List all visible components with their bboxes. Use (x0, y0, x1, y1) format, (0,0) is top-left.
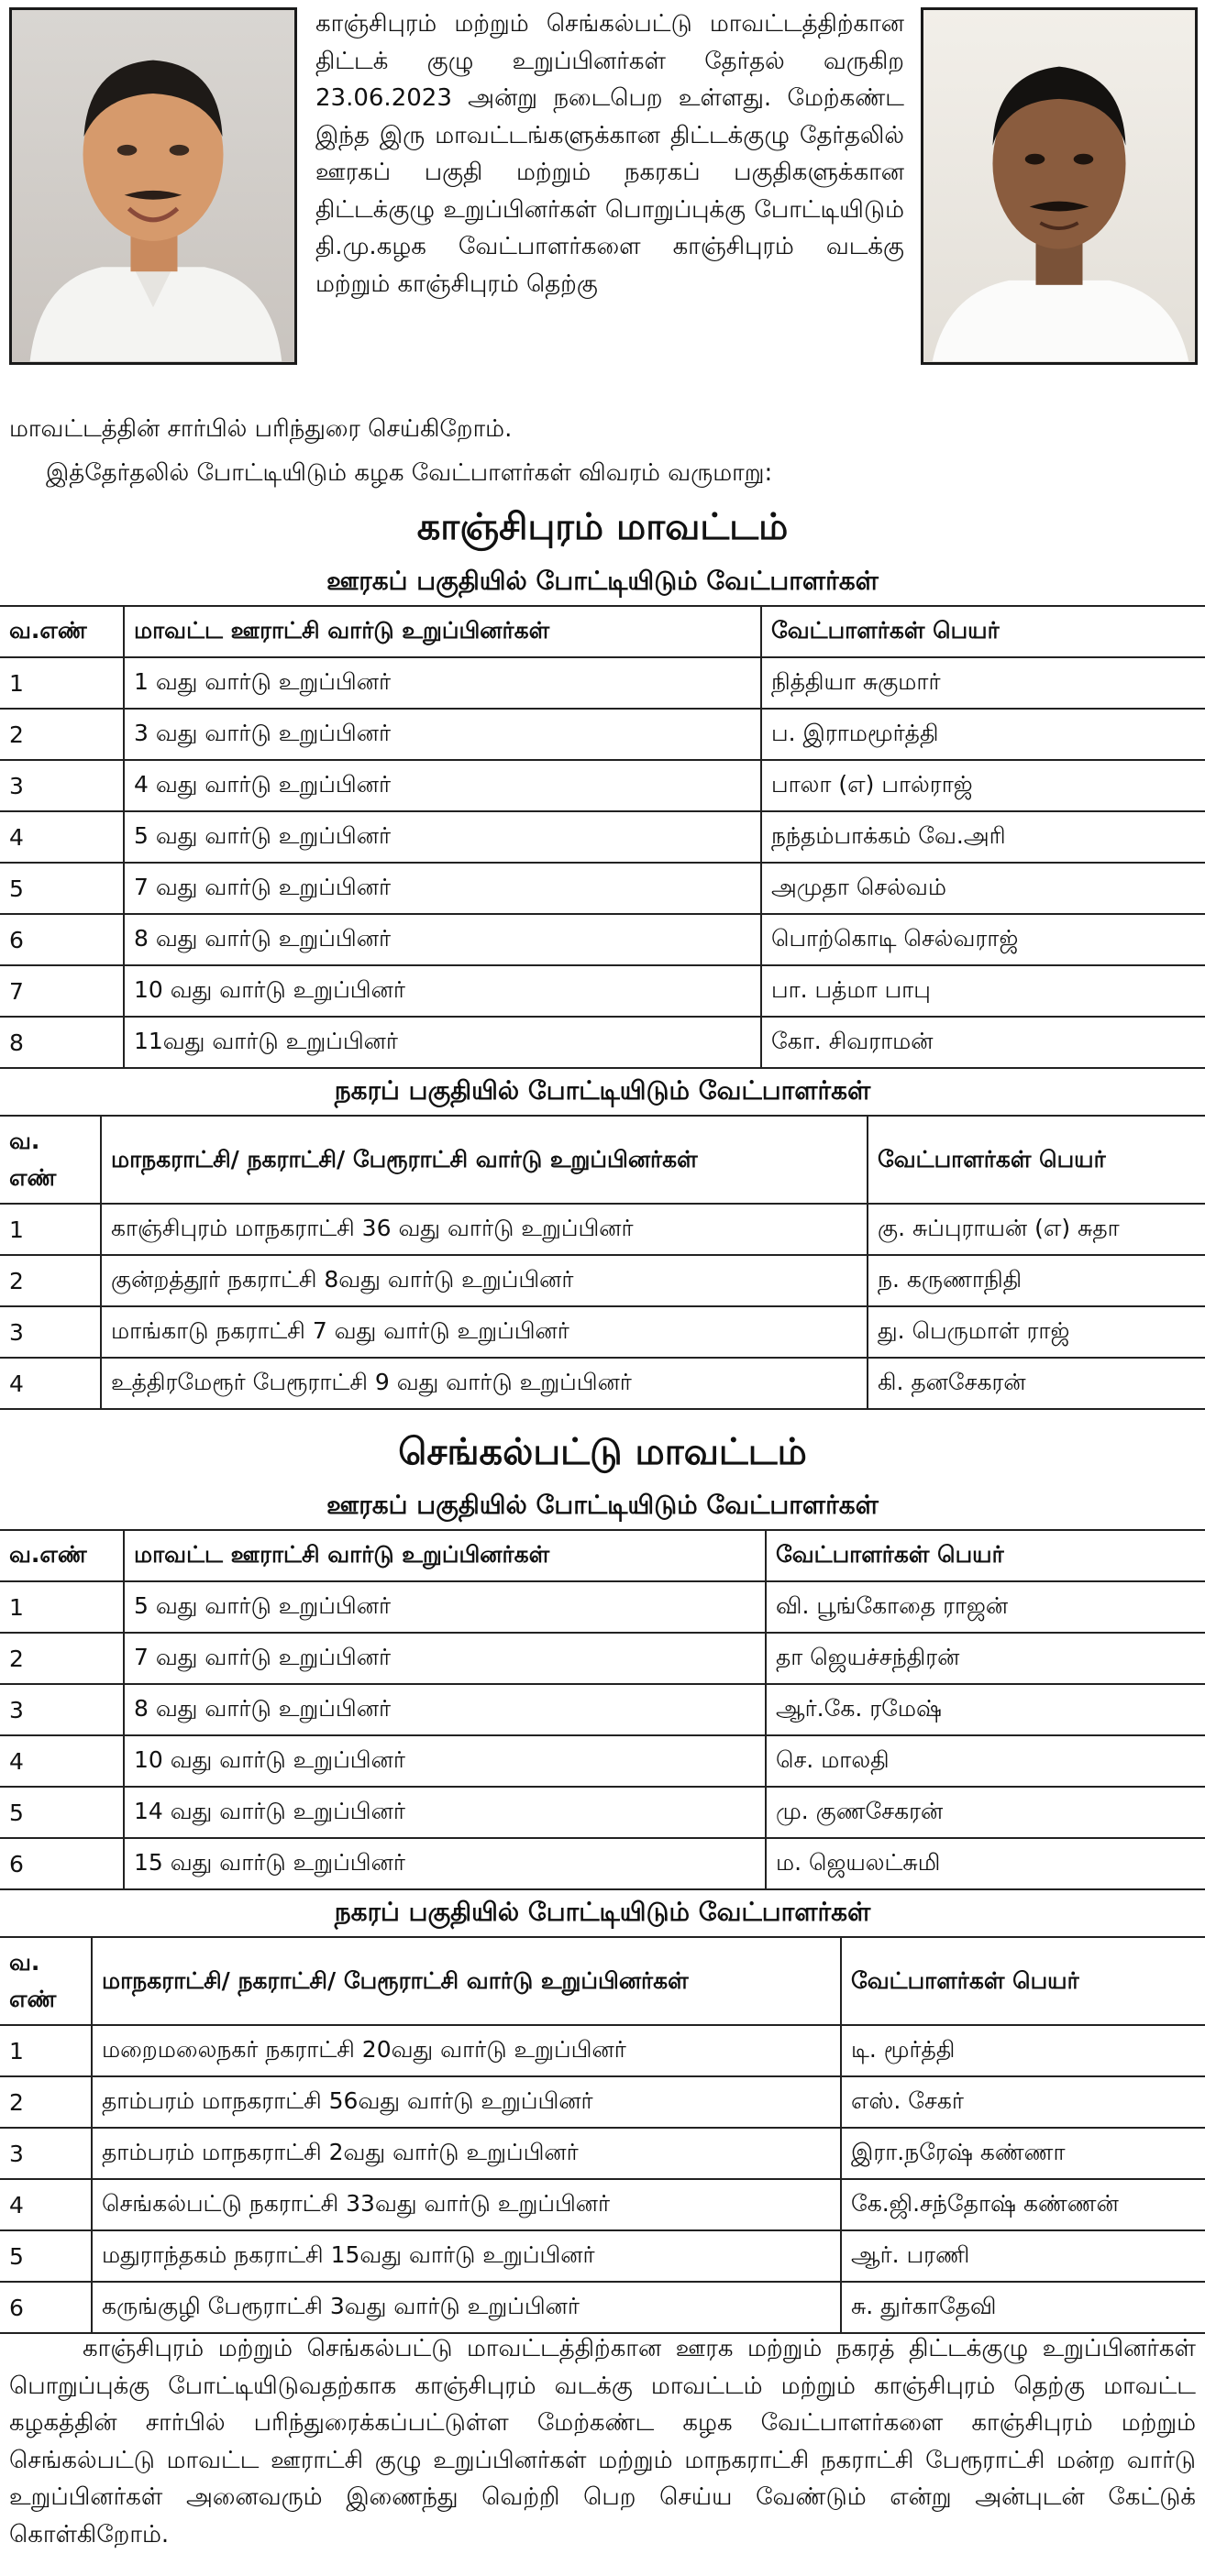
cell-serial: 6 (0, 914, 124, 965)
cell-ward: 5 வது வார்டு உறுப்பினர் (124, 811, 761, 863)
cell-serial: 4 (0, 1358, 101, 1409)
col-header-serial: வ.எண் (0, 1530, 124, 1581)
cell-ward: மாங்காடு நகராட்சி 7 வது வார்டு உறுப்பினர் (101, 1306, 868, 1358)
cell-candidate: தா ஜெயச்சந்திரன் (766, 1633, 1205, 1684)
cell-ward: 10 வது வார்டு உறுப்பினர் (124, 965, 761, 1017)
cell-ward: 7 வது வார்டு உறுப்பினர் (124, 863, 761, 914)
table-row (0, 1306, 1205, 1358)
cell-candidate: ப. இராமமூர்த்தி (761, 709, 1205, 760)
col-header-ward: மாவட்ட ஊராட்சி வார்டு உறுப்பினர்கள் (124, 1530, 766, 1581)
cell-serial: 1 (0, 657, 124, 709)
cell-serial: 3 (0, 1684, 124, 1735)
col-header-candidate: வேட்பாளர்கள் பெயர் (841, 1937, 1205, 2025)
cell-serial: 8 (0, 1017, 124, 1068)
cell-candidate: கே.ஜி.சந்தோஷ் கண்ணன் (841, 2179, 1205, 2230)
leader-photo-right (921, 7, 1198, 365)
cell-candidate: சு. துர்காதேவி (841, 2282, 1205, 2333)
table-row (0, 1358, 1205, 1409)
cell-ward: காஞ்சிபுரம் மாநகராட்சி 36 வது வார்டு உறுப்பினர் (101, 1204, 868, 1255)
cell-ward: 1 வது வார்டு உறுப்பினர் (124, 657, 761, 709)
table-row (0, 1838, 1205, 1889)
cell-serial: 4 (0, 2179, 92, 2230)
cell-candidate: கோ. சிவராமன் (761, 1017, 1205, 1068)
table-row (0, 2025, 1205, 2076)
section-heading-kanchipuram-rural: ஊரகப் பகுதியில் போட்டியிடும் வேட்பாளர்கள் (326, 566, 879, 596)
cell-candidate: கி. தனசேகரன் (868, 1358, 1205, 1409)
cell-serial: 2 (0, 709, 124, 760)
cell-candidate: எஸ். சேகர் (841, 2076, 1205, 2128)
cell-serial: 2 (0, 1633, 124, 1684)
table-row (0, 2076, 1205, 2128)
cell-candidate: ஆர்.கே. ரமேஷ் (766, 1684, 1205, 1735)
cell-candidate: வி. பூங்கோதை ராஜன் (766, 1581, 1205, 1633)
cell-ward: 14 வது வார்டு உறுப்பினர் (124, 1787, 766, 1838)
table-row (0, 760, 1205, 811)
cell-ward: 3 வது வார்டு உறுப்பினர் (124, 709, 761, 760)
cell-serial: 5 (0, 1787, 124, 1838)
cell-ward: 7 வது வார்டு உறுப்பினர் (124, 1633, 766, 1684)
section-heading-kanchipuram-urban: நகரப் பகுதியில் போட்டியிடும் வேட்பாளர்கள் (334, 1075, 871, 1106)
cell-candidate: மு. குணசேகரன் (766, 1787, 1205, 1838)
cell-ward: 10 வது வார்டு உறுப்பினர் (124, 1735, 766, 1787)
table-row (0, 657, 1205, 709)
cell-candidate: செ. மாலதி (766, 1735, 1205, 1787)
col-header-serial: வ. எண் (0, 1116, 101, 1204)
cell-candidate: நந்தம்பாக்கம் வே.அரி (761, 811, 1205, 863)
col-header-candidate: வேட்பாளர்கள் பெயர் (868, 1116, 1205, 1204)
cell-candidate: பா. பத்மா பாபு (761, 965, 1205, 1017)
intro-paragraph-continued: மாவட்டத்தின் சார்பில் பரிந்துரை செய்கிறோம். (9, 415, 513, 443)
cell-serial: 1 (0, 1204, 101, 1255)
section-heading-chengalpattu-rural: ஊரகப் பகுதியில் போட்டியிடும் வேட்பாளர்கள் (326, 1490, 879, 1520)
cell-candidate: பொற்கொடி செல்வராஜ் (761, 914, 1205, 965)
section-heading-chengalpattu-urban: நகரப் பகுதியில் போட்டியிடும் வேட்பாளர்கள் (334, 1897, 871, 1927)
district-title-chengalpattu: செங்கல்பட்டு மாவட்டம் (398, 1431, 807, 1473)
cell-serial: 2 (0, 2076, 92, 2128)
district-title-kanchipuram: காஞ்சிபுரம் மாவட்டம் (416, 506, 789, 548)
cell-ward: 8 வது வார்டு உறுப்பினர் (124, 914, 761, 965)
col-header-ward: மாநகராட்சி/ நகராட்சி/ பேரூராட்சி வார்டு உறுப்பினர்கள் (92, 1937, 841, 2025)
table-row (0, 1255, 1205, 1306)
cell-serial: 3 (0, 2128, 92, 2179)
cell-ward: 5 வது வார்டு உறுப்பினர் (124, 1581, 766, 1633)
table-kanchipuram-rural (0, 605, 1205, 1069)
table-header-row (0, 1116, 1205, 1204)
cell-serial: 6 (0, 1838, 124, 1889)
table-row (0, 1684, 1205, 1735)
table-chengalpattu-urban (0, 1936, 1205, 2334)
intro-lead-line: இத்தேர்தலில் போட்டியிடும் கழக வேட்பாளர்கள் விவரம் வருமாறு: (46, 459, 773, 487)
table-header-row (0, 1937, 1205, 2025)
table-chengalpattu-rural (0, 1529, 1205, 1890)
col-header-ward: மாநகராட்சி/ நகராட்சி/ பேரூராட்சி வார்டு உறுப்பினர்கள் (101, 1116, 868, 1204)
cell-serial: 6 (0, 2282, 92, 2333)
cell-candidate: இரா.நரேஷ் கண்ணா (841, 2128, 1205, 2179)
cell-ward: 8 வது வார்டு உறுப்பினர் (124, 1684, 766, 1735)
cell-ward: தாம்பரம் மாநகராட்சி 56வது வார்டு உறுப்பினர் (92, 2076, 841, 2128)
table-row (0, 1581, 1205, 1633)
table-row (0, 914, 1205, 965)
cell-candidate: பாலா (எ) பால்ராஜ் (761, 760, 1205, 811)
portrait-illustration-left (12, 10, 294, 362)
cell-serial: 3 (0, 760, 124, 811)
portrait-illustration-right (923, 10, 1195, 362)
cell-ward: கருங்குழி பேரூராட்சி 3வது வார்டு உறுப்பினர் (92, 2282, 841, 2333)
leader-photo-left (9, 7, 297, 365)
table-row (0, 1633, 1205, 1684)
col-header-serial: வ. எண் (0, 1937, 92, 2025)
table-row (0, 811, 1205, 863)
cell-serial: 1 (0, 1581, 124, 1633)
col-header-candidate: வேட்பாளர்கள் பெயர் (761, 606, 1205, 657)
intro-paragraph: காஞ்சிபுரம் மற்றும் செங்கல்பட்டு மாவட்டத்திற்கான திட்டக் குழு உறுப்பினர்கள் தேர்தல் வருகிற 23.06.2023 அன்று நடைபெற உள்ளது. மேற்கண்ட இந்த இரு மாவட்டங்களுக்கான திட்டக்குழு தேர்தலில் ஊரகப் பகுதி மற்றும் நகரகப் பகுதிகளுக்கான திட்டக்குழு உறுப்பினர்கள் பொறுப்புக்கு போட்டியிடும் தி.மு.கழக வேட்பாளர்களை காஞ்சிபுரம் வடக்கு மற்றும் காஞ்சிபுரம் தெற்கு (315, 10, 904, 298)
cell-ward: செங்கல்பட்டு நகராட்சி 33வது வார்டு உறுப்பினர் (92, 2179, 841, 2230)
table-row (0, 2128, 1205, 2179)
cell-ward: மதுராந்தகம் நகராட்சி 15வது வார்டு உறுப்பினர் (92, 2230, 841, 2282)
cell-serial: 2 (0, 1255, 101, 1306)
table-kanchipuram-urban (0, 1115, 1205, 1410)
cell-ward: 11வது வார்டு உறுப்பினர் (124, 1017, 761, 1068)
cell-candidate: து. பெருமாள் ராஜ் (868, 1306, 1205, 1358)
table-row (0, 2282, 1205, 2333)
cell-serial: 4 (0, 1735, 124, 1787)
table-row (0, 2179, 1205, 2230)
table-row (0, 709, 1205, 760)
cell-candidate: ம. ஜெயலட்சுமி (766, 1838, 1205, 1889)
cell-serial: 1 (0, 2025, 92, 2076)
table-row (0, 1787, 1205, 1838)
cell-serial: 7 (0, 965, 124, 1017)
table-header-row (0, 1530, 1205, 1581)
table-header-row (0, 606, 1205, 657)
cell-serial: 4 (0, 811, 124, 863)
cell-serial: 3 (0, 1306, 101, 1358)
cell-candidate: நித்தியா சுகுமார் (761, 657, 1205, 709)
table-row (0, 965, 1205, 1017)
table-row (0, 1735, 1205, 1787)
cell-candidate: கு. சுப்புராயன் (எ) சுதா (868, 1204, 1205, 1255)
cell-ward: உத்திரமேரூர் பேரூராட்சி 9 வது வார்டு உறுப்பினர் (101, 1358, 868, 1409)
closing-appeal-paragraph: காஞ்சிபுரம் மற்றும் செங்கல்பட்டு மாவட்டத்திற்கான ஊரக மற்றும் நகரத் திட்டக்குழு உறுப்பினர்கள் பொறுப்புக்கு போட்டியிடுவதற்காக காஞ்சிபுரம் வடக்கு மாவட்டம் மற்றும் காஞ்சிபுரம் தெற்கு மாவட்ட கழகத்தின் சார்பில் பரிந்துரைக்கப்பட்டுள்ள மேற்கண்ட கழக வேட்பாளர்களை காஞ்சிபுரம் மற்றும் செங்கல்பட்டு மாவட்ட ஊராட்சி குழு உறுப்பினர்கள் மற்றும் மாநகராட்சி நகராட்சி பேரூராட்சி மன்ற வார்டு உறுப்பினர்கள் அனைவரும் இணைந்து வெற்றி பெற செய்ய வேண்டும் என்று அன்புடன் கேட்டுக் கொள்கிறோம். (9, 2335, 1196, 2548)
cell-ward: தாம்பரம் மாநகராட்சி 2வது வார்டு உறுப்பினர் (92, 2128, 841, 2179)
cell-candidate: ந. கருணாநிதி (868, 1255, 1205, 1306)
col-header-serial: வ.எண் (0, 606, 124, 657)
col-header-ward: மாவட்ட ஊராட்சி வார்டு உறுப்பினர்கள் (124, 606, 761, 657)
table-row (0, 863, 1205, 914)
table-row (0, 2230, 1205, 2282)
cell-ward: மறைமலைநகர் நகராட்சி 20வது வார்டு உறுப்பினர் (92, 2025, 841, 2076)
cell-serial: 5 (0, 863, 124, 914)
cell-ward: 4 வது வார்டு உறுப்பினர் (124, 760, 761, 811)
table-row (0, 1017, 1205, 1068)
cell-ward: 15 வது வார்டு உறுப்பினர் (124, 1838, 766, 1889)
cell-candidate: டி. மூர்த்தி (841, 2025, 1205, 2076)
cell-candidate: ஆர். பரணி (841, 2230, 1205, 2282)
col-header-candidate: வேட்பாளர்கள் பெயர் (766, 1530, 1205, 1581)
cell-candidate: அமுதா செல்வம் (761, 863, 1205, 914)
cell-serial: 5 (0, 2230, 92, 2282)
cell-ward: குன்றத்தூர் நகராட்சி 8வது வார்டு உறுப்பினர் (101, 1255, 868, 1306)
table-row (0, 1204, 1205, 1255)
